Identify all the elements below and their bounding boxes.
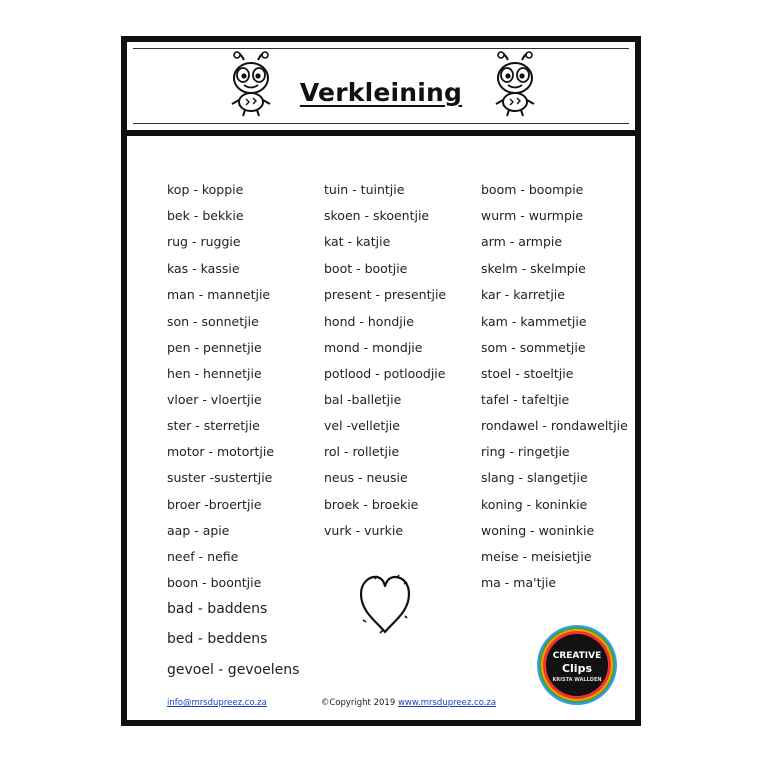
word-pair: skelm - skelmpie: [481, 261, 586, 276]
word-pair: bad - baddens: [167, 601, 268, 617]
title-banner: [127, 42, 635, 136]
word-pair: stoel - stoeltjie: [481, 366, 574, 381]
word-pair: skoen - skoentjie: [324, 208, 430, 223]
word-pair: motor - motortjie: [167, 444, 275, 459]
word-pair: aap - apie: [167, 523, 230, 538]
word-pair: rondawel - rondaweltjie: [481, 418, 628, 433]
word-pair: potlood - potloodjie: [324, 366, 446, 381]
logo-line-3: KRISTA WALLDEN: [552, 677, 602, 683]
word-pair: present - presentjie: [324, 287, 447, 302]
word-pair: broek - broekie: [324, 497, 419, 512]
word-pair: kat - katjie: [324, 234, 391, 249]
word-pair: koning - koninkie: [481, 497, 588, 512]
word-pair: kar - karretjie: [481, 287, 565, 302]
word-pair: rug - ruggie: [167, 234, 241, 249]
word-pair: wurm - wurmpie: [481, 208, 584, 223]
word-pair: hond - hondjie: [324, 314, 414, 329]
word-pair: ma - ma'tjie: [481, 575, 557, 590]
website-link[interactable]: www.mrsdupreez.co.za: [397, 698, 497, 708]
word-pair: som - sommetjie: [481, 340, 586, 355]
word-pair: bek - bekkie: [167, 208, 244, 223]
word-pair: boon - boontjie: [167, 575, 262, 590]
word-pair: boom - boompie: [481, 182, 584, 197]
word-pair: tuin - tuintjie: [324, 182, 405, 197]
word-pair: woning - woninkie: [481, 523, 595, 538]
word-pair: mond - mondjie: [324, 340, 423, 355]
word-pair: gevoel - gevoelens: [167, 662, 300, 678]
logo-line-1: CREATIVE: [552, 651, 602, 661]
logo-line-2: Clips: [561, 662, 593, 675]
word-pair: neef - nefie: [167, 549, 239, 564]
word-pair: broer -broertjie: [167, 497, 262, 512]
worksheet: [121, 36, 641, 726]
word-pair: arm - armpie: [481, 234, 563, 249]
word-pair: rol - rolletjie: [324, 444, 400, 459]
word-pair: kam - kammetjie: [481, 314, 587, 329]
word-pair: pen - pennetjie: [167, 340, 262, 355]
word-pair: bal -balletjie: [324, 392, 402, 407]
word-pair: man - mannetjie: [167, 287, 271, 302]
word-pair: neus - neusie: [324, 470, 408, 485]
email-link[interactable]: info@mrsdupreez.co.za: [167, 698, 267, 708]
word-pair: kas - kassie: [167, 261, 240, 276]
word-pair: tafel - tafeltjie: [481, 392, 570, 407]
bug-icon: [491, 48, 539, 118]
word-pair: vurk - vurkie: [324, 523, 404, 538]
word-pair: suster -sustertjie: [167, 470, 273, 485]
word-pair: ster - sterretjie: [167, 418, 260, 433]
heart-icon: [357, 572, 413, 636]
word-pair: ring - ringetjie: [481, 444, 570, 459]
copyright-text: ©Copyright 2019: [320, 698, 396, 708]
word-pair: hen - hennetjie: [167, 366, 262, 381]
page-title: Verkleining: [299, 78, 463, 107]
word-pair: kop - koppie: [167, 182, 244, 197]
word-pair: boot - bootjie: [324, 261, 408, 276]
footer: [167, 698, 496, 708]
creative-clips-logo: [546, 634, 608, 696]
word-pair: vel -velletjie: [324, 418, 400, 433]
word-pair: slang - slangetjie: [481, 470, 588, 485]
word-pair: son - sonnetjie: [167, 314, 259, 329]
word-pair: bed - beddens: [167, 631, 268, 647]
word-pair: meise - meisietjie: [481, 549, 592, 564]
word-pair: vloer - vloertjie: [167, 392, 262, 407]
